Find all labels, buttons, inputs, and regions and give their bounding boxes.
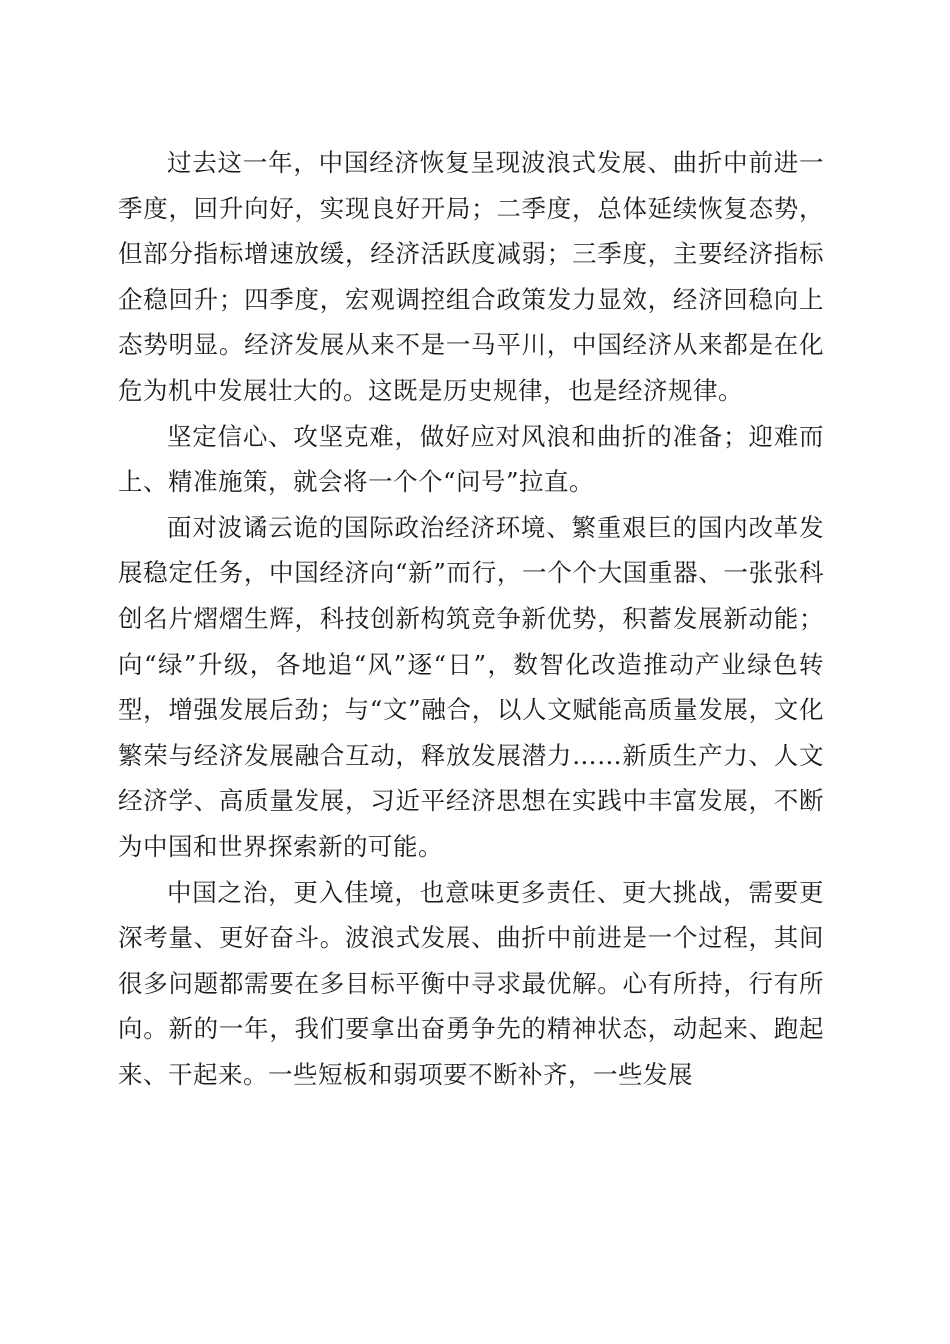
document-body — [118, 140, 824, 1097]
paragraph-3: 面对波谲云诡的国际政治经济环境、繁重艰巨的国内改革发展稳定任务，中国经济向“新”而行，一个个大国重器、一张张科创名片熠熠生辉，科技创新构筑竞争新优势，积蓄发展新动能；向“绿”升级，各地追“风”逐“日”，数智化改造推动产业绿色转型，增强发展后劲；与“文”融合，以人文赋能高质量发展，文化繁荣与经济发展融合互动，释放发展潜力……新质生产力、人文经济学、高质量发展，习近平经济思想在实践中丰富发展，不断为中国和世界探索新的可能。 — [118, 512, 824, 861]
paragraph-1: 过去这一年，中国经济恢复呈现波浪式发展、曲折中前进一季度，回升向好，实现良好开局；二季度，总体延续恢复态势，但部分指标增速放缓，经济活跃度减弱；三季度，主要经济指标企稳回升；四季度，宏观调控组合政策发力显效，经济回稳向上态势明显。经济发展从来不是一马平川，中国经济从来都是在化危为机中发展壮大的。这既是历史规律，也是经济规律。 — [118, 148, 824, 405]
paragraph-2: 坚定信心、攻坚克难，做好应对风浪和曲折的准备；迎难而上、精准施策，就会将一个个“问号”拉直。 — [118, 421, 824, 497]
paragraph-4: 中国之治，更入佳境，也意味更多责任、更大挑战，需要更深考量、更好奋斗。波浪式发展、曲折中前进是一个过程，其间很多问题都需要在多目标平衡中寻求最优解。心有所持，行有所向。新的一年，我们要拿出奋勇争先的精神状态，动起来、跑起来、干起来。一些短板和弱项要不断补齐，一些发展 — [118, 877, 824, 1089]
